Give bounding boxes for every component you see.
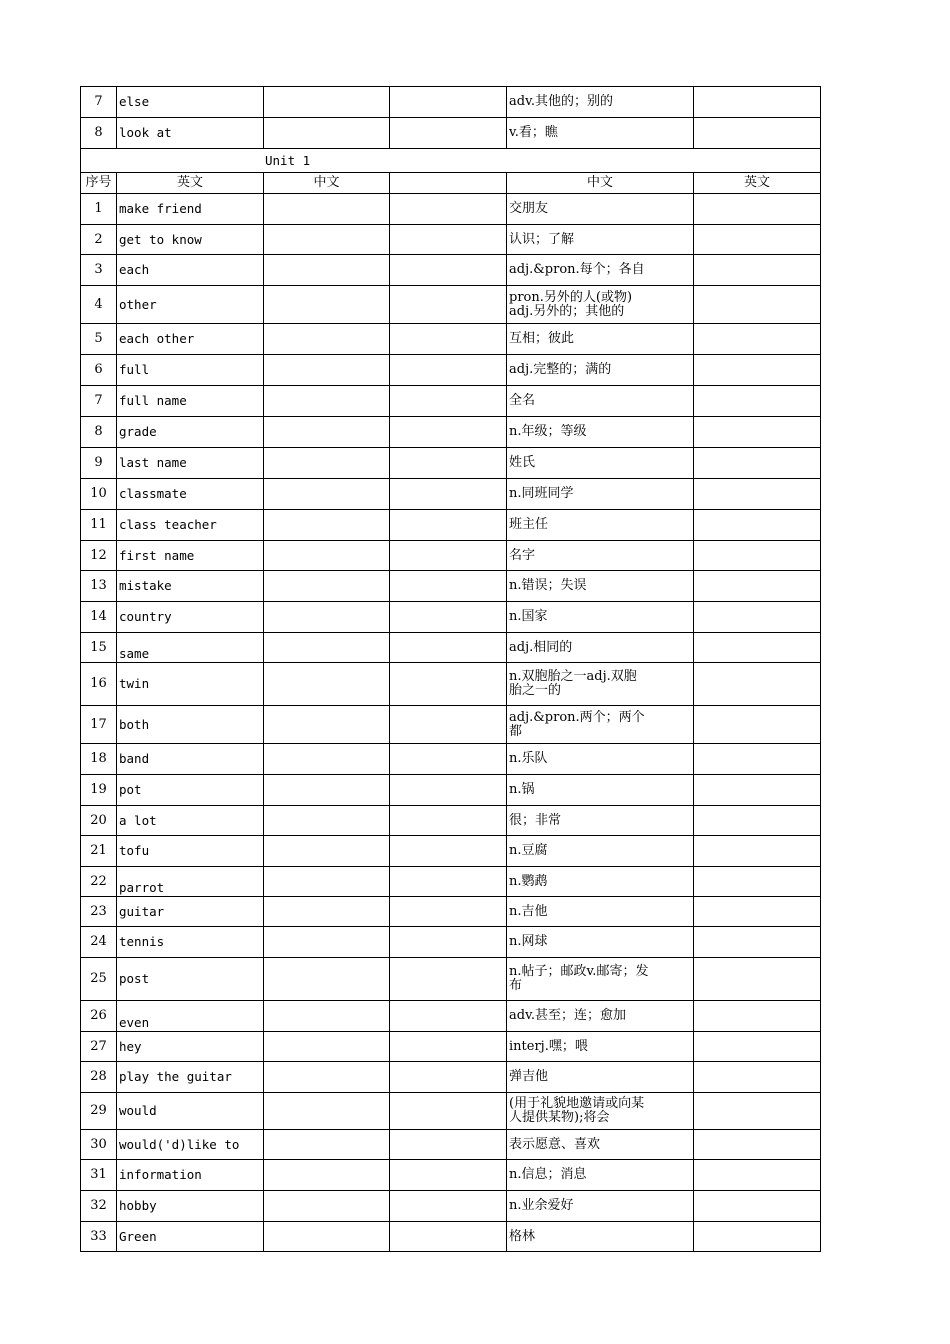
header-english: 英文 bbox=[117, 173, 264, 194]
table-row bbox=[81, 510, 821, 541]
english-blank-cell[interactable] bbox=[694, 775, 821, 806]
row-number: 22 bbox=[81, 867, 117, 897]
table-row bbox=[81, 286, 821, 324]
chinese-blank-cell[interactable] bbox=[264, 706, 390, 744]
english-blank-cell[interactable] bbox=[694, 806, 821, 836]
table-row bbox=[81, 806, 821, 836]
chinese-meaning[interactable]: n.同班同学 bbox=[507, 479, 694, 510]
row-number: 6 bbox=[81, 355, 117, 386]
blank-cell[interactable] bbox=[390, 1191, 507, 1222]
english-word[interactable]: other bbox=[117, 286, 264, 324]
chinese-blank-cell[interactable] bbox=[264, 927, 390, 958]
chinese-blank-cell[interactable] bbox=[264, 602, 390, 633]
chinese-blank-cell[interactable] bbox=[264, 571, 390, 602]
table-row bbox=[81, 479, 821, 510]
blank-cell[interactable] bbox=[390, 706, 507, 744]
english-word[interactable]: each other bbox=[117, 324, 264, 355]
english-word[interactable]: pot bbox=[117, 775, 264, 806]
table-row bbox=[81, 417, 821, 448]
english-word[interactable]: look at bbox=[117, 118, 264, 149]
chinese-blank-cell[interactable] bbox=[264, 1062, 390, 1093]
vocabulary-table bbox=[80, 86, 821, 1252]
english-word[interactable]: post bbox=[117, 958, 264, 1001]
chinese-meaning[interactable]: 格林 bbox=[507, 1222, 694, 1252]
table-row bbox=[81, 897, 821, 927]
english-word[interactable]: first name bbox=[117, 541, 264, 571]
english-word[interactable]: last name bbox=[117, 448, 264, 479]
blank-cell[interactable] bbox=[390, 417, 507, 448]
english-blank-cell[interactable] bbox=[694, 1130, 821, 1160]
chinese-blank-cell[interactable] bbox=[264, 510, 390, 541]
english-word[interactable]: play the guitar bbox=[117, 1062, 264, 1093]
chinese-meaning[interactable]: n.年级；等级 bbox=[507, 417, 694, 448]
blank-cell[interactable] bbox=[390, 602, 507, 633]
blank-cell[interactable] bbox=[390, 386, 507, 417]
table-row bbox=[81, 1032, 821, 1062]
english-word[interactable]: band bbox=[117, 744, 264, 775]
unit-title: Unit 1 bbox=[81, 149, 821, 173]
english-blank-cell[interactable] bbox=[694, 927, 821, 958]
english-word[interactable]: full bbox=[117, 355, 264, 386]
chinese-meaning[interactable]: n.吉他 bbox=[507, 897, 694, 927]
chinese-meaning[interactable]: n.国家 bbox=[507, 602, 694, 633]
chinese-blank-cell[interactable] bbox=[264, 1093, 390, 1130]
english-blank-cell[interactable] bbox=[694, 1222, 821, 1252]
row-number: 19 bbox=[81, 775, 117, 806]
chinese-blank-cell[interactable] bbox=[264, 897, 390, 927]
english-blank-cell[interactable] bbox=[694, 1160, 821, 1191]
chinese-meaning[interactable]: n.锅 bbox=[507, 775, 694, 806]
row-number: 8 bbox=[81, 417, 117, 448]
chinese-blank-cell[interactable] bbox=[264, 867, 390, 897]
row-number: 27 bbox=[81, 1032, 117, 1062]
english-word[interactable]: would bbox=[117, 1093, 264, 1130]
table-row bbox=[81, 225, 821, 255]
table-row bbox=[81, 775, 821, 806]
header-blank bbox=[390, 173, 507, 194]
chinese-meaning[interactable]: adj.&pron.两个；两个 都 bbox=[507, 706, 694, 744]
chinese-blank-cell[interactable] bbox=[264, 663, 390, 706]
header-english-2: 英文 bbox=[694, 173, 821, 194]
chinese-blank-cell[interactable] bbox=[264, 806, 390, 836]
english-blank-cell[interactable] bbox=[694, 194, 821, 225]
english-blank-cell[interactable] bbox=[694, 602, 821, 633]
row-number: 1 bbox=[81, 194, 117, 225]
row-number: 21 bbox=[81, 836, 117, 867]
blank-cell[interactable] bbox=[390, 355, 507, 386]
blank-cell[interactable] bbox=[390, 775, 507, 806]
chinese-blank-cell[interactable] bbox=[264, 386, 390, 417]
chinese-blank-cell[interactable] bbox=[264, 1160, 390, 1191]
english-blank-cell[interactable] bbox=[694, 1032, 821, 1062]
header-chinese: 中文 bbox=[264, 173, 390, 194]
english-word[interactable]: make friend bbox=[117, 194, 264, 225]
table-row bbox=[81, 194, 821, 225]
blank-cell[interactable] bbox=[390, 194, 507, 225]
english-word[interactable]: parrot bbox=[117, 867, 264, 897]
chinese-meaning[interactable]: 全名 bbox=[507, 386, 694, 417]
english-word[interactable]: same bbox=[117, 633, 264, 663]
chinese-meaning[interactable]: 交朋友 bbox=[507, 194, 694, 225]
row-number: 7 bbox=[81, 386, 117, 417]
chinese-blank-cell[interactable] bbox=[264, 479, 390, 510]
blank-cell[interactable] bbox=[390, 1032, 507, 1062]
english-word[interactable]: country bbox=[117, 602, 264, 633]
english-word[interactable]: else bbox=[117, 87, 264, 118]
chinese-meaning[interactable]: n.帖子；邮政v.邮寄；发 布 bbox=[507, 958, 694, 1001]
english-word[interactable]: grade bbox=[117, 417, 264, 448]
english-word[interactable]: hobby bbox=[117, 1191, 264, 1222]
row-number: 31 bbox=[81, 1160, 117, 1191]
english-blank-cell[interactable] bbox=[694, 1001, 821, 1032]
chinese-meaning[interactable]: 很；非常 bbox=[507, 806, 694, 836]
table-row bbox=[81, 1093, 821, 1130]
english-word[interactable]: even bbox=[117, 1001, 264, 1032]
english-word[interactable]: class teacher bbox=[117, 510, 264, 541]
english-blank-cell[interactable] bbox=[694, 897, 821, 927]
english-word[interactable]: guitar bbox=[117, 897, 264, 927]
blank-cell[interactable] bbox=[390, 448, 507, 479]
blank-cell[interactable] bbox=[390, 118, 507, 149]
blank-cell[interactable] bbox=[390, 958, 507, 1001]
english-blank-cell[interactable] bbox=[694, 867, 821, 897]
table-row bbox=[81, 571, 821, 602]
chinese-blank-cell[interactable] bbox=[264, 286, 390, 324]
english-word[interactable]: classmate bbox=[117, 479, 264, 510]
table-row bbox=[81, 958, 821, 1001]
english-blank-cell[interactable] bbox=[694, 225, 821, 255]
table-row bbox=[81, 255, 821, 286]
chinese-meaning[interactable]: n.鹦鹉 bbox=[507, 867, 694, 897]
row-number: 9 bbox=[81, 448, 117, 479]
chinese-meaning[interactable]: n.双胞胎之一adj.双胞 胎之一的 bbox=[507, 663, 694, 706]
english-blank-cell[interactable] bbox=[694, 417, 821, 448]
chinese-meaning[interactable]: n.错误；失误 bbox=[507, 571, 694, 602]
chinese-meaning[interactable]: 互相；彼此 bbox=[507, 324, 694, 355]
chinese-blank-cell[interactable] bbox=[264, 255, 390, 286]
row-number: 7 bbox=[81, 87, 117, 118]
blank-cell[interactable] bbox=[390, 1062, 507, 1093]
chinese-meaning[interactable]: adj.&pron.每个；各自 bbox=[507, 255, 694, 286]
unit-title-row bbox=[81, 149, 821, 173]
english-blank-cell[interactable] bbox=[694, 510, 821, 541]
english-word[interactable]: full name bbox=[117, 386, 264, 417]
chinese-meaning[interactable]: n.豆腐 bbox=[507, 836, 694, 867]
chinese-meaning[interactable]: v.看；瞧 bbox=[507, 118, 694, 149]
english-blank-cell[interactable] bbox=[694, 448, 821, 479]
table-row bbox=[81, 386, 821, 417]
chinese-meaning[interactable]: 弹吉他 bbox=[507, 1062, 694, 1093]
table-row bbox=[81, 1130, 821, 1160]
row-number: 2 bbox=[81, 225, 117, 255]
english-blank-cell[interactable] bbox=[694, 355, 821, 386]
chinese-blank-cell[interactable] bbox=[264, 355, 390, 386]
table-row bbox=[81, 541, 821, 571]
english-word[interactable]: a lot bbox=[117, 806, 264, 836]
row-number: 11 bbox=[81, 510, 117, 541]
header-row bbox=[81, 173, 821, 194]
row-number: 12 bbox=[81, 541, 117, 571]
table-row bbox=[81, 118, 821, 149]
chinese-blank-cell[interactable] bbox=[264, 324, 390, 355]
english-blank-cell[interactable] bbox=[694, 255, 821, 286]
english-blank-cell[interactable] bbox=[694, 571, 821, 602]
blank-cell[interactable] bbox=[390, 255, 507, 286]
blank-cell[interactable] bbox=[390, 87, 507, 118]
blank-cell[interactable] bbox=[390, 897, 507, 927]
blank-cell[interactable] bbox=[390, 836, 507, 867]
chinese-blank-cell[interactable] bbox=[264, 448, 390, 479]
blank-cell[interactable] bbox=[390, 633, 507, 663]
blank-cell[interactable] bbox=[390, 1222, 507, 1252]
english-blank-cell[interactable] bbox=[694, 663, 821, 706]
english-blank-cell[interactable] bbox=[694, 836, 821, 867]
table-row bbox=[81, 633, 821, 663]
chinese-blank-cell[interactable] bbox=[264, 836, 390, 867]
row-number: 15 bbox=[81, 633, 117, 663]
english-blank-cell[interactable] bbox=[694, 118, 821, 149]
english-blank-cell[interactable] bbox=[694, 1191, 821, 1222]
row-number: 3 bbox=[81, 255, 117, 286]
chinese-blank-cell[interactable] bbox=[264, 118, 390, 149]
english-blank-cell[interactable] bbox=[694, 706, 821, 744]
row-number: 26 bbox=[81, 1001, 117, 1032]
blank-cell[interactable] bbox=[390, 927, 507, 958]
table-row bbox=[81, 602, 821, 633]
english-blank-cell[interactable] bbox=[694, 1093, 821, 1130]
blank-cell[interactable] bbox=[390, 744, 507, 775]
blank-cell[interactable] bbox=[390, 510, 507, 541]
table-row bbox=[81, 448, 821, 479]
table-row bbox=[81, 1001, 821, 1032]
blank-cell[interactable] bbox=[390, 663, 507, 706]
english-blank-cell[interactable] bbox=[694, 1062, 821, 1093]
chinese-blank-cell[interactable] bbox=[264, 1130, 390, 1160]
table-row bbox=[81, 87, 821, 118]
row-number: 32 bbox=[81, 1191, 117, 1222]
row-number: 10 bbox=[81, 479, 117, 510]
english-blank-cell[interactable] bbox=[694, 87, 821, 118]
table-row bbox=[81, 1222, 821, 1252]
chinese-meaning[interactable]: 姓氏 bbox=[507, 448, 694, 479]
blank-cell[interactable] bbox=[390, 541, 507, 571]
english-word[interactable]: would('d)like to bbox=[117, 1130, 264, 1160]
blank-cell[interactable] bbox=[390, 1093, 507, 1130]
row-number: 13 bbox=[81, 571, 117, 602]
chinese-meaning[interactable]: (用于礼貌地邀请或向某 人提供某物);将会 bbox=[507, 1093, 694, 1130]
table-row bbox=[81, 744, 821, 775]
chinese-blank-cell[interactable] bbox=[264, 87, 390, 118]
row-number: 5 bbox=[81, 324, 117, 355]
chinese-blank-cell[interactable] bbox=[264, 225, 390, 255]
table-row bbox=[81, 867, 821, 897]
english-word[interactable]: tennis bbox=[117, 927, 264, 958]
chinese-blank-cell[interactable] bbox=[264, 541, 390, 571]
table-row bbox=[81, 927, 821, 958]
row-number: 25 bbox=[81, 958, 117, 1001]
row-number: 20 bbox=[81, 806, 117, 836]
table-row bbox=[81, 355, 821, 386]
table-row bbox=[81, 836, 821, 867]
chinese-blank-cell[interactable] bbox=[264, 633, 390, 663]
row-number: 16 bbox=[81, 663, 117, 706]
blank-cell[interactable] bbox=[390, 324, 507, 355]
blank-cell[interactable] bbox=[390, 286, 507, 324]
chinese-blank-cell[interactable] bbox=[264, 744, 390, 775]
english-blank-cell[interactable] bbox=[694, 479, 821, 510]
row-number: 17 bbox=[81, 706, 117, 744]
english-word[interactable]: hey bbox=[117, 1032, 264, 1062]
chinese-blank-cell[interactable] bbox=[264, 417, 390, 448]
english-blank-cell[interactable] bbox=[694, 324, 821, 355]
chinese-meaning[interactable]: interj.嘿；喂 bbox=[507, 1032, 694, 1062]
chinese-meaning[interactable]: pron.另外的人(或物) adj.另外的；其他的 bbox=[507, 286, 694, 324]
english-word[interactable]: get to know bbox=[117, 225, 264, 255]
english-word[interactable]: Green bbox=[117, 1222, 264, 1252]
header-number: 序号 bbox=[81, 173, 117, 194]
row-number: 14 bbox=[81, 602, 117, 633]
chinese-blank-cell[interactable] bbox=[264, 1222, 390, 1252]
chinese-meaning[interactable]: adj.相同的 bbox=[507, 633, 694, 663]
header-chinese-2: 中文 bbox=[507, 173, 694, 194]
chinese-blank-cell[interactable] bbox=[264, 1032, 390, 1062]
table-row bbox=[81, 706, 821, 744]
blank-cell[interactable] bbox=[390, 867, 507, 897]
blank-cell[interactable] bbox=[390, 571, 507, 602]
chinese-meaning[interactable]: 班主任 bbox=[507, 510, 694, 541]
table-row bbox=[81, 1191, 821, 1222]
chinese-meaning[interactable]: adv.其他的；别的 bbox=[507, 87, 694, 118]
row-number: 30 bbox=[81, 1130, 117, 1160]
chinese-meaning[interactable]: n.乐队 bbox=[507, 744, 694, 775]
english-blank-cell[interactable] bbox=[694, 286, 821, 324]
chinese-blank-cell[interactable] bbox=[264, 775, 390, 806]
english-word[interactable]: twin bbox=[117, 663, 264, 706]
chinese-blank-cell[interactable] bbox=[264, 1191, 390, 1222]
table-row bbox=[81, 324, 821, 355]
chinese-meaning[interactable]: 名字 bbox=[507, 541, 694, 571]
chinese-meaning[interactable]: n.网球 bbox=[507, 927, 694, 958]
blank-cell[interactable] bbox=[390, 1130, 507, 1160]
english-blank-cell[interactable] bbox=[694, 386, 821, 417]
blank-cell[interactable] bbox=[390, 1160, 507, 1191]
chinese-meaning[interactable]: n.业余爱好 bbox=[507, 1191, 694, 1222]
english-word[interactable]: each bbox=[117, 255, 264, 286]
row-number: 4 bbox=[81, 286, 117, 324]
table-row bbox=[81, 1062, 821, 1093]
blank-cell[interactable] bbox=[390, 479, 507, 510]
english-word[interactable]: both bbox=[117, 706, 264, 744]
english-blank-cell[interactable] bbox=[694, 744, 821, 775]
blank-cell[interactable] bbox=[390, 806, 507, 836]
chinese-blank-cell[interactable] bbox=[264, 194, 390, 225]
row-number: 18 bbox=[81, 744, 117, 775]
chinese-blank-cell[interactable] bbox=[264, 1001, 390, 1032]
english-word[interactable]: information bbox=[117, 1160, 264, 1191]
english-blank-cell[interactable] bbox=[694, 958, 821, 1001]
chinese-meaning[interactable]: adv.甚至；连；愈加 bbox=[507, 1001, 694, 1032]
blank-cell[interactable] bbox=[390, 1001, 507, 1032]
english-word[interactable]: mistake bbox=[117, 571, 264, 602]
chinese-meaning[interactable]: n.信息；消息 bbox=[507, 1160, 694, 1191]
row-number: 23 bbox=[81, 897, 117, 927]
table-row bbox=[81, 1160, 821, 1191]
row-number: 28 bbox=[81, 1062, 117, 1093]
blank-cell[interactable] bbox=[390, 225, 507, 255]
chinese-blank-cell[interactable] bbox=[264, 958, 390, 1001]
row-number: 29 bbox=[81, 1093, 117, 1130]
row-number: 33 bbox=[81, 1222, 117, 1252]
chinese-meaning[interactable]: 认识；了解 bbox=[507, 225, 694, 255]
english-blank-cell[interactable] bbox=[694, 633, 821, 663]
row-number: 8 bbox=[81, 118, 117, 149]
table-row bbox=[81, 663, 821, 706]
row-number: 24 bbox=[81, 927, 117, 958]
chinese-meaning[interactable]: 表示愿意、喜欢 bbox=[507, 1130, 694, 1160]
chinese-meaning[interactable]: adj.完整的；满的 bbox=[507, 355, 694, 386]
english-word[interactable]: tofu bbox=[117, 836, 264, 867]
english-blank-cell[interactable] bbox=[694, 541, 821, 571]
